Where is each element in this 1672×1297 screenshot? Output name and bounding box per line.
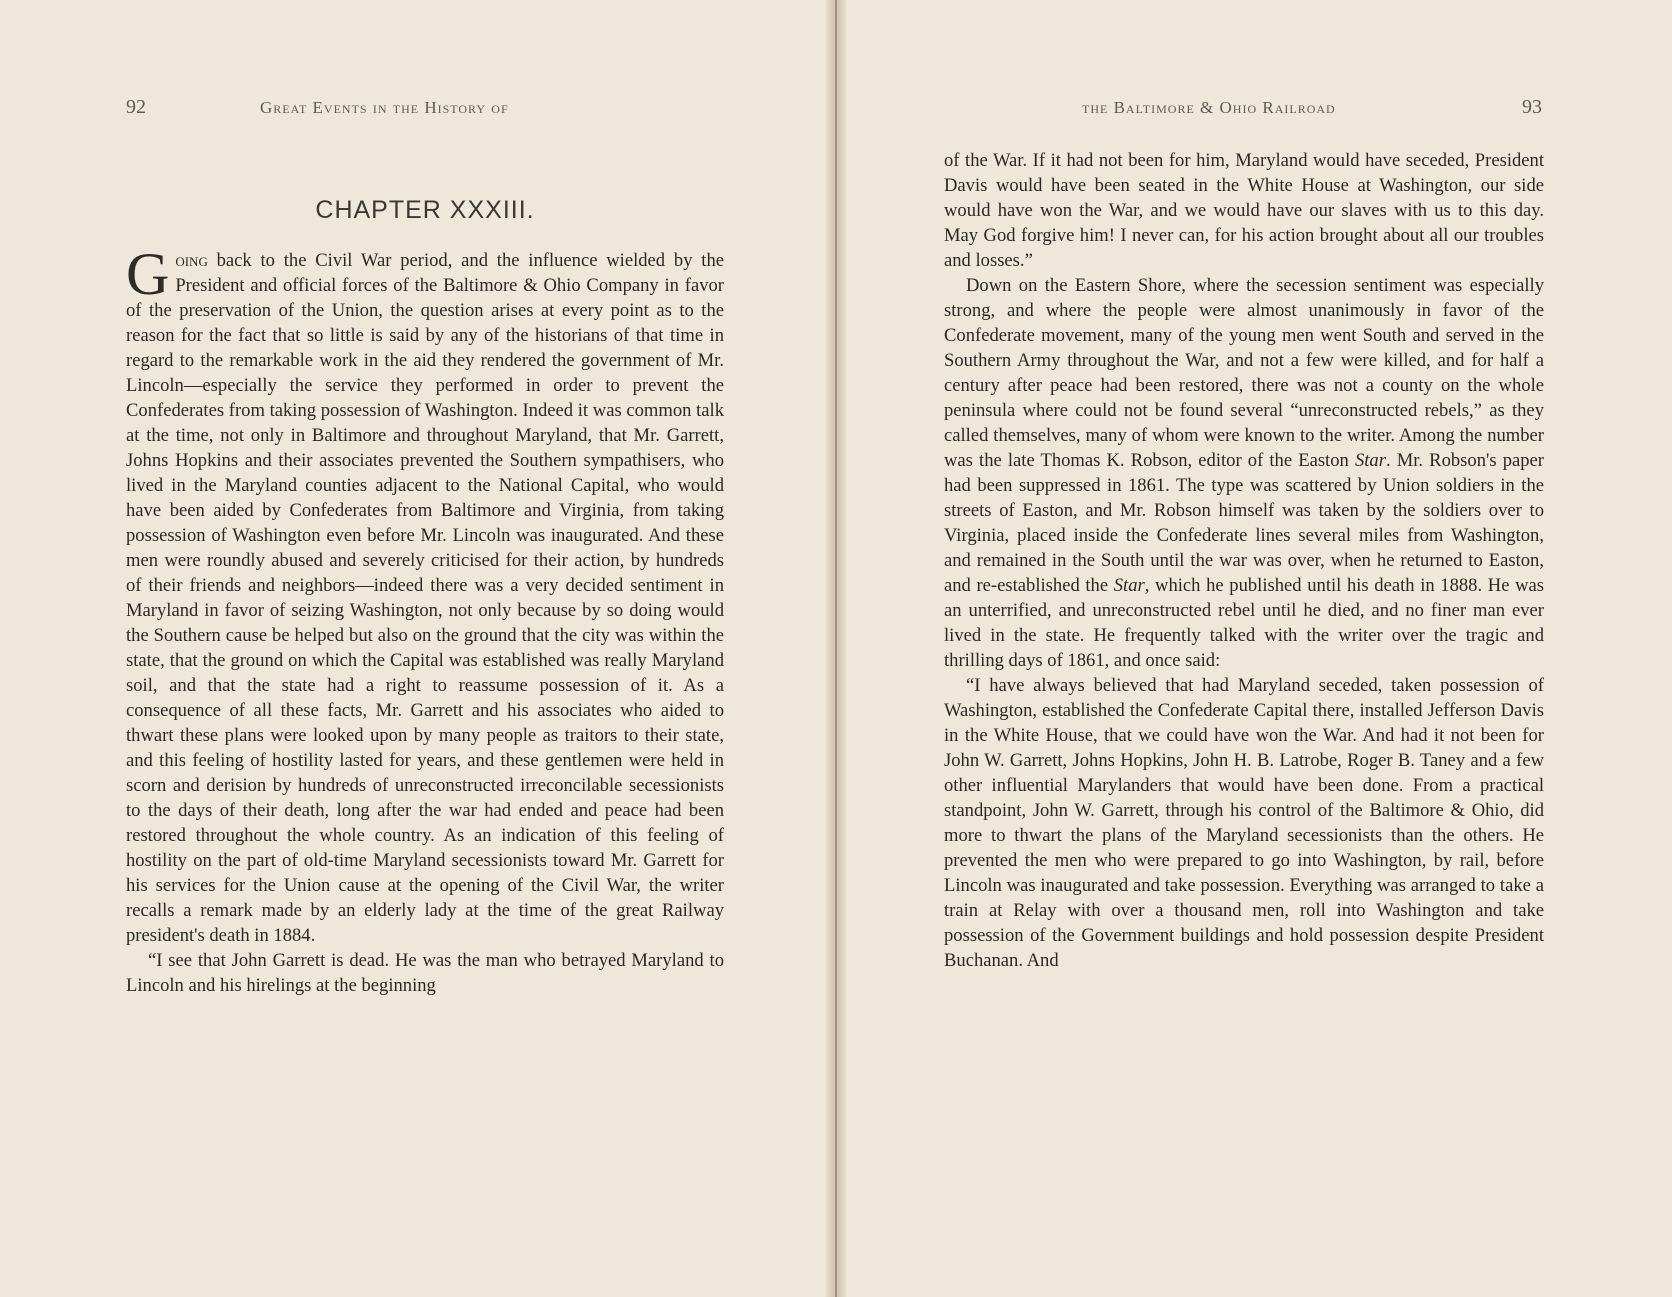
right-paragraph-1: of the War. If it had not been for him, Maryland would have seceded, President Davis would have been seated in the White House at Washington, our side would have won the War, and we would have our slaves with us to this day. May God forgive him! I never can, for his action brought about all our troubles and losses.” [944, 150, 1544, 271]
paragraph-text: . Mr. Robson's paper had been suppressed in 1861. The type was scattered by Union soldiers in the streets of Easton, and Mr. Robson himself was taken by the soldiers over to Virginia, placed inside the Confederate lines several miles from Washington, and remained in the South until the war was over, when he returned to Easton, and re-established the [944, 450, 1544, 596]
left-page-number: 92 [126, 96, 146, 118]
chapter-title: CHAPTER XXXIII. [315, 196, 535, 224]
paragraph-text: Down on the Eastern Shore, where the secession sentiment was especially strong, and where the people were almost unanimously in favor of the Confederate movement, many of the young men went South and served in the Southern Army throughout the War, and not a few were killed, and for half a century after peace had been restored, there was not a county on the whole peninsula where could not be found several “unreconstructed rebels,” as they called themselves, many of whom were known to the writer. Among the number was the late Thomas K. Robson, editor of the Easton [944, 275, 1544, 471]
right-page-number: 93 [1522, 96, 1542, 118]
left-paragraph-1 [126, 241, 724, 948]
right-paragraph-3: “I have always believed that had Maryland seceded, taken possession of Washington, established the Confederate Capital there, installed Jefferson Davis in the White House, that we could have won the War. And had it not been for John W. Garrett, Johns Hopkins, John H. B. Latrobe, Roger B. Taney and a few other influential Marylanders that would have been done. From a practical standpoint, John W. Garrett, through his control of the Baltimore & Ohio, did more to thwart the plans of the Maryland secessionists than the others. He prevented the men who were prepared to go into Washington, by rail, before Lincoln was inaugurated and take possession. Everything was arranged to take a train at Relay with over a thousand men, roll into Washington and take possession of the Government buildings and hold possession despite President Buchanan. And [944, 675, 1544, 971]
left-text-block [126, 241, 724, 998]
right-running-head: the Baltimore & Ohio Railroad [1082, 98, 1336, 117]
newspaper-name: Star [1113, 575, 1145, 596]
left-paragraph-2: “I see that John Garrett is dead. He was the man who betrayed Maryland to Lincoln and his hirelings at the beginning [126, 950, 724, 996]
newspaper-name: Star [1354, 450, 1386, 471]
right-paragraph-2 [944, 273, 1544, 673]
book-gutter [826, 0, 846, 1297]
paragraph-text: back to the Civil War period, and the influence wielded by the President and official forces of the Baltimore & Ohio Company in favor of the preservation of the Union, the question arises at every point as to the reason for the fact that so little is said by any of the historians of that time in regard to the remarkable work in the aid they rendered the government of Mr. Lincoln—especially the service they performed in order to prevent the Confederates from taking possession of Washington. Indeed it was common talk at the time, not only in Baltimore and throughout Maryland, that Mr. Garrett, Johns Hopkins and their associates prevented the Southern sympathisers, who lived in the Maryland counties adjacent to the National Capital, who would have been aided by Confederates from Baltimore and Virginia, from taking possession of Washington even before Mr. Lincoln was inaugurated. And these men were roundly abused and severely criticised for their action, by hundreds of their friends and neighbors—indeed there was a very decided sentiment in Maryland in favor of seizing Washington, not only because by so doing would the Southern cause be helped but also on the ground that the city was within the state, that the ground on which the Capital was established was really Maryland soil, and that the state had a right to reassume possession of it. As a consequence of all these facts, Mr. Garrett and his associates who aided to thwart these plans were looked upon by many people as traitors to their state, and this feeling of hostility lasted for years, and these gentlemen were held in scorn and derision by hundreds of unreconstructed irreconcilable secessionists to the days of their death, long after the war had ended and peace had been restored throughout the whole country. As an indication of this feeling of hostility on the part of old-time Maryland secessionists toward Mr. Garrett for his services for the Union cause at the opening of the Civil War, the writer recalls a remark made by an elderly lady at the time of the great Railway president's death in 1884. [126, 250, 724, 946]
first-word-rest: oing [175, 250, 208, 271]
drop-cap: G [126, 241, 170, 307]
right-text-block [944, 148, 1544, 973]
paragraph-text: , which he published until his death in 1888. He was an unterrified, and unreconstructed rebel until he died, and no finer man ever lived in the state. He frequently talked with the writer over the tragic and thrilling days of 1861, and once said: [944, 575, 1544, 671]
right-page [836, 0, 1672, 1297]
left-running-head: Great Events in the History of [260, 98, 509, 117]
